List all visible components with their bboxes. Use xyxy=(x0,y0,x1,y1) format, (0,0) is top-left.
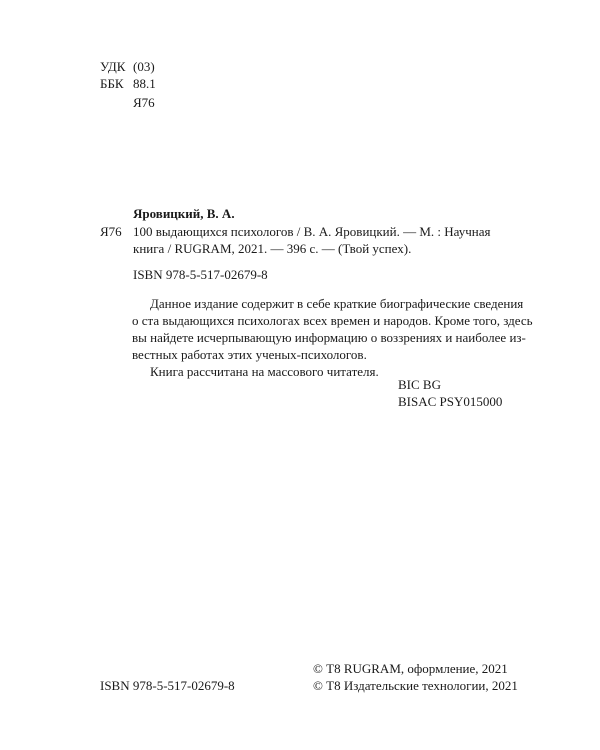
entry-title-line2: книга / RUGRAM, 2021. — 396 с. — (Твой успех). xyxy=(133,241,412,256)
entry-mark: Я76 xyxy=(100,224,122,239)
entry-isbn: ISBN 978-5-517-02679-8 xyxy=(133,267,268,282)
bbk-label: ББК xyxy=(100,76,124,91)
bisac-code: BISAC PSY015000 xyxy=(398,394,503,409)
author-mark-top: Я76 xyxy=(133,95,155,110)
bic-code: BIC BG xyxy=(398,377,441,392)
annotation-line-4: вестных работах этих ученых-психологов. xyxy=(132,347,367,362)
annotation-line-2: о ста выдающихся психологах всех времен и народов. Кроме того, здесь xyxy=(132,313,533,328)
annotation-line-1: Данное издание содержит в себе краткие биографические сведения xyxy=(150,296,524,311)
entry-title-line1: 100 выдающихся психологов / В. А. Яровицкий. — М. : Научная xyxy=(133,224,491,239)
footer-copyright-2: © Т8 Издательские технологии, 2021 xyxy=(313,678,518,693)
udk-value: (03) xyxy=(133,59,155,74)
annotation-audience: Книга рассчитана на массового читателя. xyxy=(150,364,379,379)
footer-copyright-1: © Т8 RUGRAM, оформление, 2021 xyxy=(313,661,508,676)
udk-label: УДК xyxy=(100,59,126,74)
annotation-line-3: вы найдете исчерпывающую информацию о воззрениях и наиболее из- xyxy=(132,330,526,345)
bbk-value: 88.1 xyxy=(133,76,156,91)
footer-isbn: ISBN 978-5-517-02679-8 xyxy=(100,678,235,693)
entry-author: Яровицкий, В. А. xyxy=(133,206,235,221)
